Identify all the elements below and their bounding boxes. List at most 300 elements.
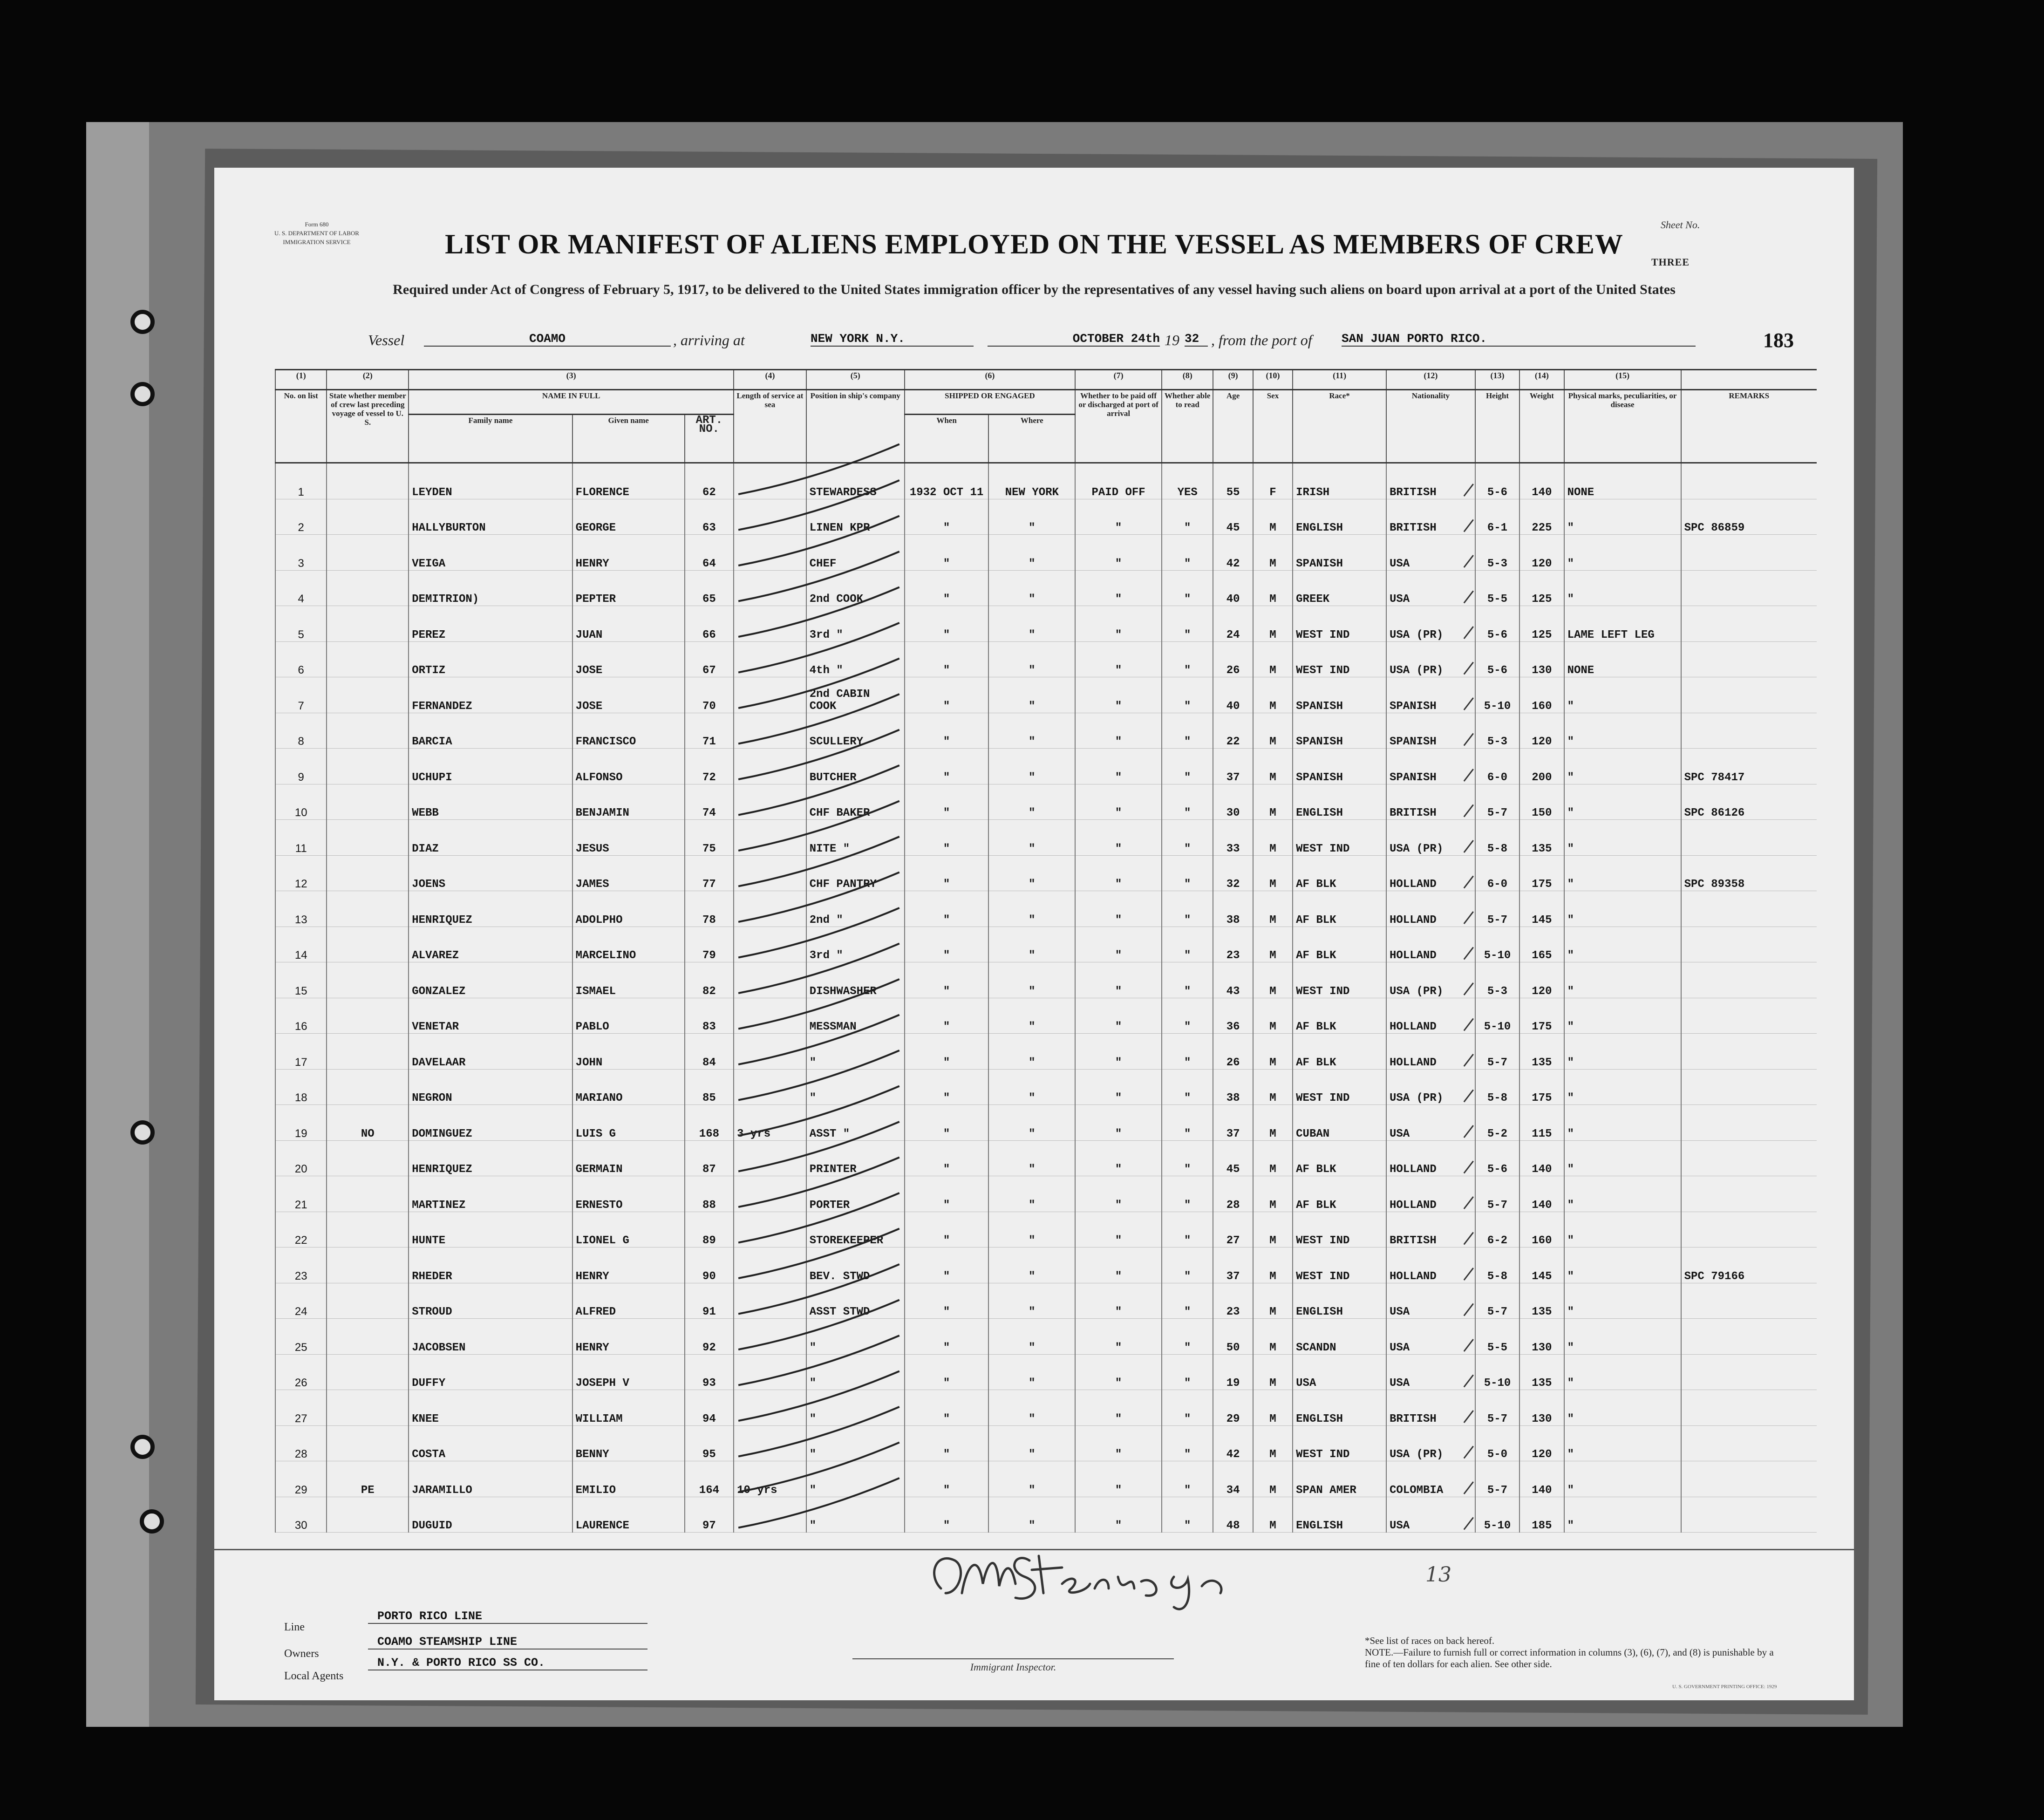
table-row [275, 677, 1817, 713]
cell-family-name: UCHUPI [409, 749, 572, 784]
cell-age: 23 [1213, 1283, 1253, 1319]
cell-length-of-service [734, 1497, 806, 1533]
cell-given-name: JOSE [572, 641, 685, 677]
cell-nationality: HOLLAND [1386, 998, 1475, 1034]
table-row [275, 1497, 1817, 1533]
cell-shipped-where: " [988, 713, 1075, 749]
header-shipped: SHIPPED OR ENGAGED [905, 390, 1076, 415]
cell-family-name: DOMINGUEZ [409, 1105, 572, 1141]
cell-paid-off: " [1075, 641, 1162, 677]
header-paid-off: Whether to be paid off or discharged at port of arrival [1075, 390, 1162, 463]
colnum: (3) [409, 370, 734, 390]
cell-physical-marks: " [1564, 820, 1681, 856]
cell-paid-off: " [1075, 1425, 1162, 1461]
cell-shipped-when: " [905, 820, 989, 856]
cell-age: 37 [1213, 1247, 1253, 1283]
cell-length-of-service [734, 1034, 806, 1070]
cell-art-number: 70 [685, 677, 734, 713]
cell-length-of-service [734, 998, 806, 1034]
cell-weight: 130 [1519, 1390, 1564, 1426]
cell-given-name: BENJAMIN [572, 784, 685, 820]
cell-race: WEST IND [1293, 1069, 1386, 1105]
cell-paid-off: " [1075, 998, 1162, 1034]
cell-sex: M [1253, 606, 1293, 642]
binder-hole [130, 310, 155, 334]
cell-length-of-service [734, 784, 806, 820]
cell-height: 6-0 [1475, 855, 1519, 891]
cell-height: 5-10 [1475, 1497, 1519, 1533]
cell-nationality: COLOMBIA [1386, 1461, 1475, 1497]
table-row [275, 962, 1817, 998]
cell-race: WEST IND [1293, 1247, 1386, 1283]
cell-race: AF BLK [1293, 891, 1386, 927]
cell-physical-marks: " [1564, 1319, 1681, 1355]
cell-sex: M [1253, 641, 1293, 677]
cell-art-number: 94 [685, 1390, 734, 1426]
cell-art-number: 77 [685, 855, 734, 891]
cell-position: " [806, 1425, 905, 1461]
cell-weight: 225 [1519, 499, 1564, 535]
cell-given-name: JAMES [572, 855, 685, 891]
cell-sex: M [1253, 677, 1293, 713]
cell-position: 2nd CABIN COOK [806, 677, 905, 713]
header-art-no: ART. NO. [685, 415, 734, 463]
cell-family-name: NEGRON [409, 1069, 572, 1105]
cell-nationality: HOLLAND [1386, 855, 1475, 891]
cell-paid-off: " [1075, 1497, 1162, 1533]
cell-remarks [1681, 891, 1817, 927]
cell-row-number: 21 [275, 1176, 327, 1212]
cell-nationality: USA [1386, 1283, 1475, 1319]
cell-given-name: MARCELINO [572, 927, 685, 962]
cell-length-of-service [734, 1069, 806, 1105]
header-row-1 [275, 390, 1817, 415]
page-number: 183 [1763, 329, 1794, 352]
cell-height: 5-3 [1475, 713, 1519, 749]
cell-shipped-where: NEW YORK [988, 463, 1075, 499]
cell-length-of-service [734, 962, 806, 998]
cell-art-number: 97 [685, 1497, 734, 1533]
cell-length-of-service [734, 463, 806, 499]
cell-prev-voyage [327, 606, 409, 642]
colnum: (5) [806, 370, 905, 390]
cell-position: " [806, 1461, 905, 1497]
colnum: (15) [1564, 370, 1681, 390]
cell-art-number: 79 [685, 927, 734, 962]
cell-nationality: SPANISH [1386, 677, 1475, 713]
cell-paid-off: " [1075, 713, 1162, 749]
cell-race: WEST IND [1293, 962, 1386, 998]
cell-height: 5-10 [1475, 998, 1519, 1034]
cell-nationality: HOLLAND [1386, 1140, 1475, 1176]
cell-shipped-when: " [905, 499, 989, 535]
cell-sex: M [1253, 998, 1293, 1034]
cell-nationality: USA (PR) [1386, 1425, 1475, 1461]
cell-able-to-read: " [1162, 749, 1213, 784]
cell-physical-marks: " [1564, 570, 1681, 606]
cell-given-name: LAURENCE [572, 1497, 685, 1533]
cell-weight: 135 [1519, 1354, 1564, 1390]
cell-paid-off: " [1075, 891, 1162, 927]
table-row [275, 1461, 1817, 1497]
cell-prev-voyage [327, 962, 409, 998]
cell-physical-marks: " [1564, 927, 1681, 962]
cell-physical-marks: " [1564, 1283, 1681, 1319]
cell-prev-voyage [327, 784, 409, 820]
cell-paid-off: " [1075, 1140, 1162, 1176]
cell-given-name: ALFONSO [572, 749, 685, 784]
cell-age: 19 [1213, 1354, 1253, 1390]
year-label: 19 [1165, 332, 1179, 348]
header-family-name: Family name [409, 415, 572, 463]
cell-weight: 200 [1519, 749, 1564, 784]
cell-family-name: VEIGA [409, 535, 572, 571]
cell-nationality: USA (PR) [1386, 820, 1475, 856]
line-value: PORTO RICO LINE [368, 1609, 647, 1624]
cell-race: AF BLK [1293, 998, 1386, 1034]
header-height: Height [1475, 390, 1519, 463]
cell-given-name: ALFRED [572, 1283, 685, 1319]
cell-length-of-service [734, 641, 806, 677]
cell-race: AF BLK [1293, 1140, 1386, 1176]
cell-prev-voyage [327, 1390, 409, 1426]
cell-nationality: HOLLAND [1386, 1034, 1475, 1070]
cell-race: GREEK [1293, 570, 1386, 606]
cell-length-of-service [734, 855, 806, 891]
cell-physical-marks: " [1564, 713, 1681, 749]
arrival-year: 32 [1185, 332, 1208, 347]
vessel-name: COAMO [424, 332, 671, 347]
cell-family-name: DUFFY [409, 1354, 572, 1390]
cell-remarks [1681, 1425, 1817, 1461]
cell-race: AF BLK [1293, 1034, 1386, 1070]
cell-family-name: DEMITRION) [409, 570, 572, 606]
cell-weight: 145 [1519, 891, 1564, 927]
cell-prev-voyage [327, 1140, 409, 1176]
cell-length-of-service [734, 606, 806, 642]
cell-paid-off: " [1075, 784, 1162, 820]
cell-prev-voyage [327, 1283, 409, 1319]
arriving-label: , arriving at [673, 332, 745, 348]
cell-shipped-when: " [905, 927, 989, 962]
cell-able-to-read: " [1162, 1247, 1213, 1283]
cell-able-to-read: " [1162, 535, 1213, 571]
cell-physical-marks: " [1564, 1354, 1681, 1390]
cell-sex: F [1253, 463, 1293, 499]
cell-given-name: BENNY [572, 1425, 685, 1461]
cell-given-name: GERMAIN [572, 1140, 685, 1176]
cell-nationality: USA [1386, 535, 1475, 571]
cell-prev-voyage [327, 463, 409, 499]
cell-nationality: SPANISH [1386, 749, 1475, 784]
cell-age: 30 [1213, 784, 1253, 820]
cell-row-number: 24 [275, 1283, 327, 1319]
cell-shipped-where: " [988, 1176, 1075, 1212]
cell-paid-off: PAID OFF [1075, 463, 1162, 499]
cell-weight: 120 [1519, 535, 1564, 571]
cell-remarks [1681, 606, 1817, 642]
cell-prev-voyage [327, 1354, 409, 1390]
cell-sex: M [1253, 535, 1293, 571]
cell-weight: 115 [1519, 1105, 1564, 1141]
cell-prev-voyage [327, 1212, 409, 1247]
service-name: IMMIGRATION SERVICE [283, 239, 351, 245]
cell-race: WEST IND [1293, 1425, 1386, 1461]
cell-physical-marks: " [1564, 1390, 1681, 1426]
cell-remarks [1681, 641, 1817, 677]
cell-prev-voyage [327, 641, 409, 677]
cell-weight: 150 [1519, 784, 1564, 820]
table-row [275, 1105, 1817, 1141]
cell-prev-voyage [327, 749, 409, 784]
table-row [275, 1176, 1817, 1212]
document-title: LIST OR MANIFEST OF ALIENS EMPLOYED ON THE VESSEL AS MEMBERS OF CREW [445, 229, 1623, 259]
cell-row-number: 29 [275, 1461, 327, 1497]
cell-length-of-service [734, 677, 806, 713]
cell-weight: 160 [1519, 677, 1564, 713]
line-label: Line [284, 1621, 305, 1633]
cell-nationality: BRITISH [1386, 1390, 1475, 1426]
cell-family-name: ALVAREZ [409, 927, 572, 962]
cell-shipped-when: " [905, 891, 989, 927]
cell-weight: 125 [1519, 606, 1564, 642]
cell-age: 38 [1213, 1069, 1253, 1105]
cell-age: 45 [1213, 499, 1253, 535]
cell-shipped-where: " [988, 677, 1075, 713]
cell-art-number: 75 [685, 820, 734, 856]
cell-remarks [1681, 713, 1817, 749]
cell-remarks [1681, 1461, 1817, 1497]
cell-row-number: 20 [275, 1140, 327, 1176]
header-able-read: Whether able to read [1162, 390, 1213, 463]
cell-race: SPANISH [1293, 677, 1386, 713]
cell-physical-marks: NONE [1564, 463, 1681, 499]
inspector-label: Immigrant Inspector. [852, 1658, 1174, 1673]
cell-nationality: USA (PR) [1386, 606, 1475, 642]
cell-family-name: FERNANDEZ [409, 677, 572, 713]
cell-weight: 135 [1519, 1034, 1564, 1070]
cell-prev-voyage [327, 1247, 409, 1283]
handwritten-count: 13 [1425, 1563, 1451, 1587]
cell-remarks [1681, 1140, 1817, 1176]
cell-race: AF BLK [1293, 855, 1386, 891]
cell-family-name: DAVELAAR [409, 1034, 572, 1070]
cell-prev-voyage [327, 855, 409, 891]
cell-shipped-where: " [988, 1425, 1075, 1461]
cell-prev-voyage [327, 1034, 409, 1070]
cell-remarks [1681, 1212, 1817, 1247]
cell-shipped-where: " [988, 1034, 1075, 1070]
cell-shipped-where: " [988, 1105, 1075, 1141]
cell-shipped-when: 1932 OCT 11 [905, 463, 989, 499]
footnote-penalty: NOTE.—Failure to furnish full or correct information in columns (3), (6), (7), and (8) is punishable by a fine of ten dollars for each alien. See other side. [1365, 1647, 1774, 1670]
column-number-row [275, 370, 1817, 390]
cell-family-name: GONZALEZ [409, 962, 572, 998]
cell-prev-voyage [327, 1497, 409, 1533]
cell-length-of-service [734, 1247, 806, 1283]
cell-sex: M [1253, 1212, 1293, 1247]
table-row [275, 998, 1817, 1034]
cell-physical-marks: " [1564, 1105, 1681, 1141]
cell-art-number: 62 [685, 463, 734, 499]
cell-remarks [1681, 1319, 1817, 1355]
cell-row-number: 23 [275, 1247, 327, 1283]
cell-length-of-service [734, 749, 806, 784]
cell-shipped-when: " [905, 1034, 989, 1070]
cell-age: 40 [1213, 677, 1253, 713]
cell-able-to-read: " [1162, 1425, 1213, 1461]
cell-shipped-where: " [988, 998, 1075, 1034]
sheet-number-label: Sheet No. [1661, 219, 1700, 231]
cell-age: 50 [1213, 1319, 1253, 1355]
cell-shipped-when: " [905, 641, 989, 677]
cell-paid-off: " [1075, 1069, 1162, 1105]
cell-art-number: 85 [685, 1069, 734, 1105]
cell-art-number: 83 [685, 998, 734, 1034]
cell-weight: 140 [1519, 463, 1564, 499]
cell-given-name: JOSE [572, 677, 685, 713]
cell-weight: 135 [1519, 1283, 1564, 1319]
cell-art-number: 64 [685, 535, 734, 571]
header-physical: Physical marks, peculiarities, or disease [1564, 390, 1681, 463]
table-row [275, 1069, 1817, 1105]
cell-length-of-service [734, 1212, 806, 1247]
cell-shipped-where: " [988, 1283, 1075, 1319]
cell-paid-off: " [1075, 1247, 1162, 1283]
cell-family-name: VENETAR [409, 998, 572, 1034]
crew-rows [275, 463, 1817, 1533]
cell-paid-off: " [1075, 1283, 1162, 1319]
cell-prev-voyage [327, 713, 409, 749]
cell-paid-off: " [1075, 1176, 1162, 1212]
cell-position: CHF PANTRY [806, 855, 905, 891]
cell-height: 5-7 [1475, 891, 1519, 927]
cell-position: 2nd " [806, 891, 905, 927]
cell-race: AF BLK [1293, 1176, 1386, 1212]
cell-row-number: 15 [275, 962, 327, 998]
cell-position: " [806, 1069, 905, 1105]
cell-weight: 120 [1519, 1425, 1564, 1461]
cell-length-of-service [734, 535, 806, 571]
colnum: (14) [1519, 370, 1564, 390]
cell-position: " [806, 1319, 905, 1355]
header-race: Race* [1293, 390, 1386, 463]
colnum: (8) [1162, 370, 1213, 390]
cell-able-to-read: " [1162, 606, 1213, 642]
header-nationality: Nationality [1386, 390, 1475, 463]
cell-shipped-where: " [988, 891, 1075, 927]
cell-height: 5-5 [1475, 570, 1519, 606]
cell-row-number: 19 [275, 1105, 327, 1141]
cell-position: " [806, 1497, 905, 1533]
cell-age: 26 [1213, 1034, 1253, 1070]
header-no-on-list: No. on list [275, 390, 327, 463]
cell-length-of-service: 3 yrs [734, 1105, 806, 1141]
cell-family-name: HUNTE [409, 1212, 572, 1247]
cell-paid-off: " [1075, 749, 1162, 784]
cell-physical-marks: " [1564, 1140, 1681, 1176]
cell-physical-marks: " [1564, 1034, 1681, 1070]
cell-shipped-when: " [905, 998, 989, 1034]
cell-row-number: 13 [275, 891, 327, 927]
cell-sex: M [1253, 1319, 1293, 1355]
cell-art-number: 71 [685, 713, 734, 749]
cell-able-to-read: " [1162, 1069, 1213, 1105]
cell-shipped-where: " [988, 499, 1075, 535]
cell-weight: 120 [1519, 713, 1564, 749]
cell-race: ENGLISH [1293, 499, 1386, 535]
colnum: (12) [1386, 370, 1475, 390]
cell-able-to-read: " [1162, 855, 1213, 891]
cell-race: ENGLISH [1293, 1390, 1386, 1426]
cell-sex: M [1253, 927, 1293, 962]
cell-family-name: JACOBSEN [409, 1319, 572, 1355]
cell-age: 55 [1213, 463, 1253, 499]
cell-remarks [1681, 463, 1817, 499]
table-row [275, 570, 1817, 606]
cell-age: 37 [1213, 749, 1253, 784]
cell-paid-off: " [1075, 1319, 1162, 1355]
table-row [275, 749, 1817, 784]
cell-shipped-when: " [905, 784, 989, 820]
cell-race: USA [1293, 1354, 1386, 1390]
cell-physical-marks: " [1564, 1069, 1681, 1105]
cell-paid-off: " [1075, 1390, 1162, 1426]
cell-able-to-read: " [1162, 641, 1213, 677]
cell-row-number: 10 [275, 784, 327, 820]
cell-nationality: BRITISH [1386, 1212, 1475, 1247]
cell-sex: M [1253, 1176, 1293, 1212]
table-row [275, 1425, 1817, 1461]
table-row [275, 891, 1817, 927]
cell-paid-off: " [1075, 606, 1162, 642]
cell-position: " [806, 1034, 905, 1070]
colnum: (13) [1475, 370, 1519, 390]
cell-given-name: GEORGE [572, 499, 685, 535]
cell-weight: 130 [1519, 1319, 1564, 1355]
cell-race: WEST IND [1293, 1212, 1386, 1247]
cell-shipped-when: " [905, 1069, 989, 1105]
cell-shipped-when: " [905, 1425, 989, 1461]
cell-family-name: COSTA [409, 1425, 572, 1461]
header-age: Age [1213, 390, 1253, 463]
cell-given-name: ADOLPHO [572, 891, 685, 927]
cell-prev-voyage [327, 677, 409, 713]
header-weight: Weight [1519, 390, 1564, 463]
cell-family-name: WEBB [409, 784, 572, 820]
table-row [275, 1319, 1817, 1355]
cell-height: 5-2 [1475, 1105, 1519, 1141]
cell-art-number: 89 [685, 1212, 734, 1247]
table-row [275, 820, 1817, 856]
cell-family-name: JOENS [409, 855, 572, 891]
cell-shipped-when: " [905, 1176, 989, 1212]
cell-shipped-when: " [905, 1390, 989, 1426]
owners-value: COAMO STEAMSHIP LINE [368, 1635, 647, 1650]
cell-remarks [1681, 1283, 1817, 1319]
cell-shipped-where: " [988, 1461, 1075, 1497]
cell-row-number: 17 [275, 1034, 327, 1070]
cell-nationality: HOLLAND [1386, 1247, 1475, 1283]
cell-prev-voyage [327, 535, 409, 571]
cell-weight: 140 [1519, 1140, 1564, 1176]
cell-shipped-when: " [905, 677, 989, 713]
cell-height: 5-6 [1475, 641, 1519, 677]
cell-race: SPANISH [1293, 749, 1386, 784]
arrival-date: OCTOBER 24th [988, 332, 1160, 347]
footnote [1365, 1635, 1784, 1670]
cell-physical-marks: " [1564, 535, 1681, 571]
